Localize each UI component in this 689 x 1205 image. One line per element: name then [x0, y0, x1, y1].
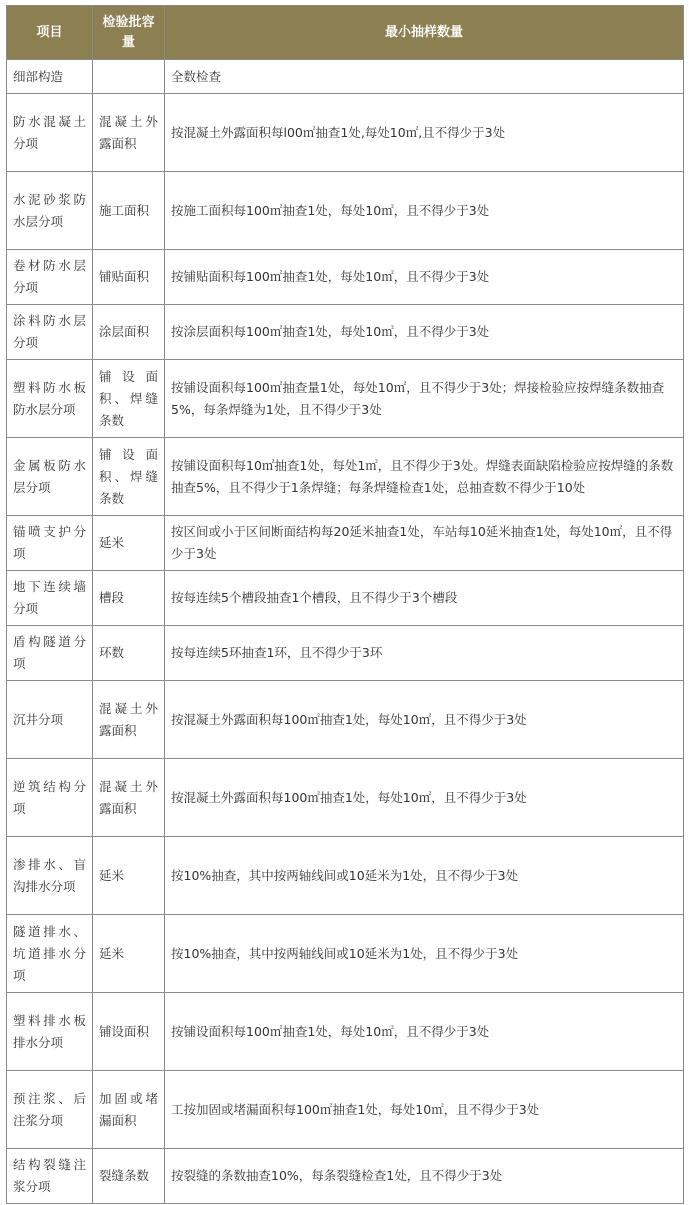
capacity-cell [93, 60, 165, 94]
header-item: 项目 [7, 6, 93, 60]
capacity-cell: 延米 [93, 516, 165, 571]
item-cell: 逆筑结构分项 [7, 759, 93, 837]
table-row [7, 759, 684, 837]
table-row [7, 94, 684, 172]
capacity-cell: 铺贴面积 [93, 250, 165, 305]
sampling-cell: 按每连续5个槽段抽查1个槽段，且不得少于3个槽段 [165, 571, 684, 626]
sampling-cell: 按铺设面积每100㎡抽查1处，每处10㎡，且不得少于3处 [165, 993, 684, 1071]
table-header-row [7, 6, 684, 60]
table-row [7, 250, 684, 305]
capacity-cell: 铺设面积、焊缝条数 [93, 438, 165, 516]
item-cell: 结构裂缝注浆分项 [7, 1149, 93, 1204]
item-cell: 水泥砂浆防水层分项 [7, 172, 93, 250]
item-cell: 金属板防水层分项 [7, 438, 93, 516]
capacity-cell: 延米 [93, 915, 165, 993]
item-cell: 卷材防水层分项 [7, 250, 93, 305]
item-cell: 塑料防水板防水层分项 [7, 360, 93, 438]
header-sampling: 最小抽样数量 [165, 6, 684, 60]
table-row [7, 993, 684, 1071]
sampling-cell: 按铺设面积每10㎡抽查1处，每处1㎡，且不得少于3处。焊缝表面缺陷检验应按焊缝的条数抽查5%，且不得少于1条焊缝；每条焊缝检查1处，总抽查数不得少于10处 [165, 438, 684, 516]
table-row [7, 516, 684, 571]
header-capacity: 检验批容量 [93, 6, 165, 60]
capacity-cell: 混凝土外露面积 [93, 94, 165, 172]
item-cell: 涂料防水层分项 [7, 305, 93, 360]
item-cell: 防水混凝土分项 [7, 94, 93, 172]
table-row [7, 626, 684, 681]
item-cell: 锚喷支护分项 [7, 516, 93, 571]
sampling-cell: 按混凝土外露面积每100㎡抽查1处，每处10㎡，且不得少于3处 [165, 681, 684, 759]
sampling-table [6, 5, 684, 1204]
sampling-cell: 按铺贴面积每100㎡抽查1处，每处10㎡，且不得少于3处 [165, 250, 684, 305]
item-cell: 地下连续墙分项 [7, 571, 93, 626]
table-row [7, 172, 684, 250]
sampling-cell: 按涂层面积每100㎡抽查1处，每处10㎡，且不得少于3处 [165, 305, 684, 360]
capacity-cell: 槽段 [93, 571, 165, 626]
capacity-cell: 环数 [93, 626, 165, 681]
table-row [7, 360, 684, 438]
capacity-cell: 铺设面积、焊缝条数 [93, 360, 165, 438]
sampling-cell: 工按加固或堵漏面积每100㎡抽查1处，每处10㎡，且不得少于3处 [165, 1071, 684, 1149]
item-cell: 渗排水、盲沟排水分项 [7, 837, 93, 915]
sampling-cell: 按铺设面积每100㎡抽查量1处，每处10㎡，且不得少于3处；焊接检验应按焊缝条数抽查5%，每条焊缝为1处，且不得少于3处 [165, 360, 684, 438]
capacity-cell: 延米 [93, 837, 165, 915]
table-row [7, 438, 684, 516]
table-row [7, 305, 684, 360]
table-row [7, 1071, 684, 1149]
item-cell: 预注浆、后注浆分项 [7, 1071, 93, 1149]
capacity-cell: 混凝土外露面积 [93, 681, 165, 759]
capacity-cell: 涂层面积 [93, 305, 165, 360]
sampling-cell: 按施工面积每100㎡抽查1处，每处10㎡，且不得少于3处 [165, 172, 684, 250]
sampling-cell: 按10%抽查，其中按两轴线间或10延米为1处，且不得少于3处 [165, 837, 684, 915]
sampling-cell: 按裂缝的条数抽查10%，每条裂缝检查1处，且不得少于3处 [165, 1149, 684, 1204]
capacity-cell: 施工面积 [93, 172, 165, 250]
table-row [7, 681, 684, 759]
table-row [7, 571, 684, 626]
item-cell: 盾构隧道分项 [7, 626, 93, 681]
table-row [7, 915, 684, 993]
sampling-cell: 按混凝土外露面积每l00㎡抽查1处,每处10㎡,且不得少于3处 [165, 94, 684, 172]
item-cell: 隧道排水、坑道排水分项 [7, 915, 93, 993]
item-cell: 细部构造 [7, 60, 93, 94]
item-cell: 沉井分项 [7, 681, 93, 759]
item-cell: 塑料排水板排水分项 [7, 993, 93, 1071]
sampling-cell: 按区间或小于区间断面结构每20延米抽查1处，车站每10延米抽查1处，每处10㎡，且不得少于3处 [165, 516, 684, 571]
table-row [7, 1149, 684, 1204]
capacity-cell: 裂缝条数 [93, 1149, 165, 1204]
sampling-cell: 按10%抽查，其中按两轴线间或10延米为1处，且不得少于3处 [165, 915, 684, 993]
capacity-cell: 铺设面积 [93, 993, 165, 1071]
sampling-cell: 按每连续5环抽查1环，且不得少于3环 [165, 626, 684, 681]
capacity-cell: 混凝土外露面积 [93, 759, 165, 837]
table-row [7, 60, 684, 94]
sampling-cell: 全数检查 [165, 60, 684, 94]
table-row [7, 837, 684, 915]
capacity-cell: 加固或堵漏面积 [93, 1071, 165, 1149]
sampling-cell: 按混凝土外露面积每100㎡抽查1处，每处10㎡，且不得少于3处 [165, 759, 684, 837]
